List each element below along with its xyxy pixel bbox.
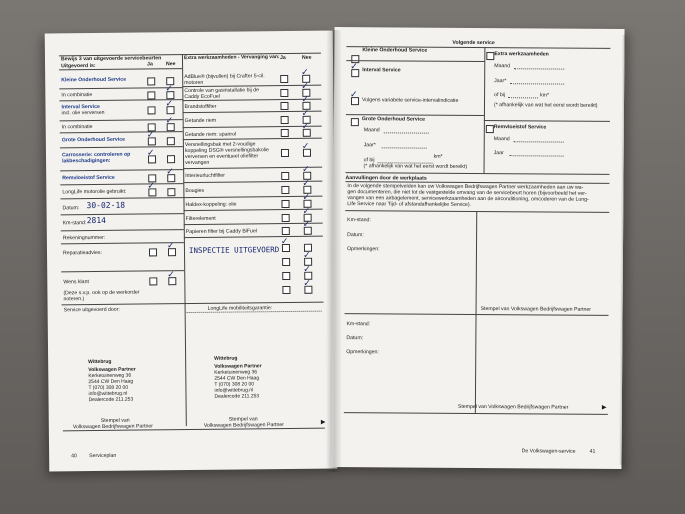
- check-mark-icon: ✓: [302, 192, 311, 203]
- checkbox[interactable]: [282, 227, 290, 235]
- stamp-line: 2544 CW Den Haag: [88, 378, 134, 386]
- maand2-label: Maand: [494, 63, 511, 70]
- checkbox[interactable]: [486, 125, 494, 133]
- datum2-label: Datum:: [346, 335, 364, 342]
- stamp-line: Volkswagen Partner: [88, 366, 136, 374]
- opmerkingen2-label: Opmerkingen:: [346, 349, 379, 356]
- checkbox[interactable]: [281, 186, 289, 194]
- check-mark-icon: ✓: [146, 148, 155, 159]
- afh-note: (* afhankelijk van wat het eerst wordt bereikt): [363, 163, 468, 170]
- kleine-label: Kleine Onderhoud Service: [362, 47, 428, 54]
- row-combinatie: In combinatie: [61, 92, 93, 99]
- checkbox[interactable]: [282, 272, 290, 280]
- rule: [60, 197, 183, 199]
- ja-header: Ja: [279, 54, 286, 62]
- row-longlife: LongLife motorolie gebruikt:: [62, 188, 127, 196]
- rule: [61, 229, 184, 231]
- row-spanrol: Getande riem: spanrol: [184, 131, 237, 139]
- stamp-line: Kerketuinenweg 36: [88, 372, 132, 380]
- stamp-line: Dealercode 211.253: [88, 396, 134, 404]
- rule: [384, 132, 429, 133]
- rule: [514, 68, 564, 69]
- service-by-label: Service uitgevoerd door:: [63, 306, 120, 314]
- check-mark-icon: ✓: [146, 130, 155, 141]
- rule: [60, 119, 183, 121]
- jaar3-label: Jaar: [493, 150, 504, 157]
- check-mark-icon: ✓: [166, 241, 175, 252]
- checkbox[interactable]: [281, 116, 289, 124]
- checkbox[interactable]: [280, 102, 288, 110]
- maand3-label: Maand: [493, 136, 510, 143]
- rekening-label: Rekeningnummer:: [62, 234, 106, 242]
- afh2-note: (* afhankelijk van wat het eerst wordt bereikt): [493, 102, 598, 109]
- row-kleine: Kleine Onderhoud Service: [61, 76, 127, 84]
- aanv-text: In de volgende stempelvelden kan uw Volkswagen Bedrijfswagen Partner werkzaamheden aan uw wa-: [347, 183, 584, 191]
- km-value: 2814: [86, 215, 106, 226]
- checkbox[interactable]: [280, 89, 288, 97]
- checkbox[interactable]: [147, 77, 155, 85]
- stamp-line: Kerketuinenweg 36: [214, 369, 258, 376]
- checkbox[interactable]: [280, 75, 288, 83]
- rule: [61, 213, 184, 215]
- checkbox[interactable]: [281, 129, 289, 137]
- wens-sub: (Deze s.v.p. ook op de werkorder noteren.): [63, 289, 140, 303]
- row-haldex: Haldex-koppeling: olie: [185, 201, 237, 209]
- check-mark-icon: ✓: [301, 67, 309, 78]
- stamp-line: info@wittebrug.nl: [214, 387, 254, 394]
- check-mark-icon: ✓: [165, 99, 174, 110]
- wens-label: Wens klant: [63, 279, 89, 286]
- stempel-label: Stempel van: [100, 417, 130, 424]
- volgende-header: Volgende service: [452, 39, 495, 47]
- checkbox[interactable]: [281, 172, 289, 180]
- ofbij2-label: of bij: [494, 92, 506, 99]
- aanv-text: gen documenteren, die niet tot de vastgestelde omvang van de servicebeurt horen (bijvoorbeeld het ver-: [347, 189, 587, 197]
- row-dsg: Versnellingsbak met 2-voudige koppeling DSG® versnellingsbakolie verversen en eventueel oliefilter vervangen: [184, 141, 269, 167]
- ofbij-label: of bij: [363, 157, 375, 164]
- stempel-label: Stempel van: [228, 416, 258, 423]
- footer-title: De Volkswagen-service: [521, 448, 576, 455]
- checkbox[interactable]: [167, 155, 175, 163]
- check-mark-icon: ✓: [302, 164, 310, 175]
- checkbox[interactable]: [147, 91, 155, 99]
- row-gas: Controle van gasinstallatie bij de Caddy EcoFuel: [184, 87, 260, 101]
- km-unit: km*: [433, 153, 443, 160]
- stamp-line: 2544 CW Den Haag: [214, 375, 260, 382]
- checkbox[interactable]: [149, 277, 157, 285]
- handwritten-note: INSPECTIE UITGEVOERD: [188, 245, 280, 256]
- stamp-name: Wittebrug: [214, 355, 238, 362]
- remvloeistof-label: Remvloeistof Service: [493, 124, 547, 131]
- row-interval: Interval Service: [61, 103, 100, 111]
- opmerkingen-label: Opmerkingen:: [346, 246, 380, 253]
- rule: [475, 211, 477, 413]
- datum-value: 30-02-18: [86, 200, 126, 211]
- rule: [510, 155, 564, 156]
- check-mark-icon: ✓: [303, 250, 311, 261]
- rule: [484, 47, 486, 173]
- check-mark-icon: ✓: [301, 108, 310, 119]
- rule: [345, 313, 609, 316]
- check-mark-icon: ✓: [302, 178, 310, 189]
- checkbox[interactable]: [149, 248, 157, 256]
- rule: [60, 146, 183, 148]
- rule: [59, 87, 182, 89]
- checkbox[interactable]: [147, 106, 155, 114]
- arrow-right-icon: ▶: [320, 419, 326, 426]
- arrow-right-icon: ▶: [601, 404, 607, 411]
- row-filter: Filterelement: [185, 215, 216, 223]
- rule: [184, 236, 323, 238]
- variabele-label: Volgens variabele service-intervalindicatie: [362, 97, 459, 104]
- left-column-header: Bewijs 3 van uitgevoerde servicebeurten: [60, 55, 162, 63]
- rule: [510, 83, 564, 84]
- row-grote: Grote Onderhoud Service: [61, 136, 126, 144]
- kmstand2-label: Km-stand:: [346, 321, 371, 328]
- stempel-a: Stempel van Volkswagen Bedrijfswagen Partner: [480, 306, 592, 313]
- rule: [346, 60, 484, 62]
- checkbox[interactable]: [351, 118, 359, 126]
- stamp-line: info@wittebrug.nl: [88, 390, 128, 398]
- checkbox[interactable]: [167, 188, 175, 196]
- stamp-line: T (070) 308 20 00: [214, 381, 255, 388]
- row-carrosserie: Carrosserie: controleren op lakbeschadigingen:: [61, 151, 131, 165]
- rule: [183, 138, 322, 140]
- stempel-label: Volkswagen Bedrijfswagen Partner: [72, 423, 154, 431]
- sub-header: Uitgevoerd is:: [61, 62, 96, 70]
- row-bougies: Bougies: [185, 187, 205, 195]
- jaar2-label: Jaar*: [494, 78, 507, 85]
- row-interieur: Interieurluchtfilter: [185, 172, 226, 180]
- aanv-text: vangen van een airbagelement, servicewerkzaamheden aan de airconditioning, omcoderen van de Long-: [347, 195, 589, 203]
- rule: [60, 169, 183, 171]
- stamp-line: T (070) 308 20 00: [88, 384, 129, 392]
- check-mark-icon: ✓: [280, 236, 289, 248]
- page-number: 41: [589, 448, 596, 455]
- grote-label: Grote Onderhoud Service: [361, 116, 426, 123]
- stempel-b: Stempel van Volkswagen Bedrijfswagen Partner: [457, 403, 569, 411]
- km-label: Km-stand:: [62, 220, 87, 227]
- rule: [382, 147, 427, 148]
- rule: [60, 131, 183, 133]
- checkbox[interactable]: [281, 149, 289, 157]
- checkbox[interactable]: [167, 137, 175, 145]
- ja-header: Ja: [147, 61, 153, 68]
- rule: [508, 97, 538, 98]
- checkbox[interactable]: [281, 200, 289, 208]
- checkbox[interactable]: [282, 258, 290, 266]
- checkbox[interactable]: [282, 214, 290, 222]
- rule: [60, 183, 183, 185]
- check-mark-icon: ✓: [167, 270, 175, 281]
- nee-header: Nee: [166, 61, 176, 68]
- stamp-name: Wittebrug: [88, 358, 112, 366]
- aanv-text: Life Service naar Tijd- of afstandafhankelijke Service).: [347, 201, 472, 208]
- stamp-line: Volkswagen Partner: [214, 363, 262, 370]
- check-mark-icon: ✓: [301, 81, 309, 92]
- rule: [187, 311, 322, 313]
- check-mark-icon: ✓: [303, 278, 311, 289]
- checkbox[interactable]: [282, 286, 290, 294]
- reparatie-label: Reparatieadvies:: [62, 249, 102, 257]
- jaar-label: Jaar*: [363, 142, 376, 149]
- left-page: [45, 31, 338, 472]
- rule: [514, 141, 564, 142]
- footer-title: Serviceplan: [89, 452, 117, 460]
- rule: [62, 302, 324, 306]
- right-column-header: Extra werkzaamheden - Vervanging van:: [183, 54, 280, 62]
- nee-header: Nee: [301, 54, 312, 61]
- rule: [344, 412, 608, 415]
- check-mark-icon: ✓: [350, 62, 358, 73]
- check-mark-icon: ✓: [165, 116, 174, 127]
- checkbox[interactable]: [486, 52, 494, 60]
- book-spine: [326, 30, 342, 472]
- stempel-label: Volkswagen Bedrijfswagen Partner: [203, 422, 285, 429]
- check-mark-icon: ✓: [166, 167, 174, 178]
- kmstand-label: Km-stand:: [347, 217, 371, 224]
- rule: [484, 120, 610, 122]
- check-mark-icon: ✓: [165, 84, 173, 95]
- stamp-line: Dealercode 211.253: [214, 393, 260, 400]
- longlife-label: LongLife mobiliteitsgarantie:: [207, 305, 273, 312]
- datum-label: Datum:: [62, 205, 80, 212]
- right-page: [331, 27, 624, 469]
- rule: [61, 242, 184, 244]
- check-mark-icon: ✓: [147, 181, 155, 192]
- rule: [59, 99, 182, 101]
- km2-unit: km*: [540, 92, 550, 99]
- row-riem: Getande riem: [184, 117, 217, 125]
- maand-label: Maand: [363, 127, 380, 134]
- rule: [59, 68, 182, 70]
- extra-header: Extra werkzaamheden: [494, 51, 549, 58]
- check-mark-icon: ✓: [301, 94, 310, 105]
- check-mark-icon: ✓: [301, 121, 310, 132]
- check-mark-icon: ✓: [303, 264, 311, 275]
- rule: [61, 270, 184, 272]
- row-remvloeistof: Remvloeistof Service: [62, 174, 115, 182]
- check-mark-icon: ✓: [350, 90, 358, 101]
- page-number: 40: [71, 453, 77, 460]
- row-papier: Papieren filter bij Caddy BiFuel: [185, 228, 258, 236]
- datum-label: Datum:: [347, 232, 364, 239]
- aanvullingen-header: Aanvullingen door de werkplaats: [345, 175, 427, 182]
- check-mark-icon: ✓: [302, 206, 311, 217]
- row-brandstof: Brandstoffilter: [184, 103, 217, 111]
- check-mark-icon: ✓: [302, 219, 311, 230]
- row-combinatie-2: In combinatie: [61, 124, 93, 131]
- check-mark-icon: ✓: [301, 141, 310, 152]
- row-interval-sub: incl. olie verversen: [61, 109, 105, 117]
- interval-label: Interval Service: [362, 67, 401, 74]
- row-adblue: AdBlue® (bijvullen) bij Crafter 5-cil. motoren: [184, 73, 265, 87]
